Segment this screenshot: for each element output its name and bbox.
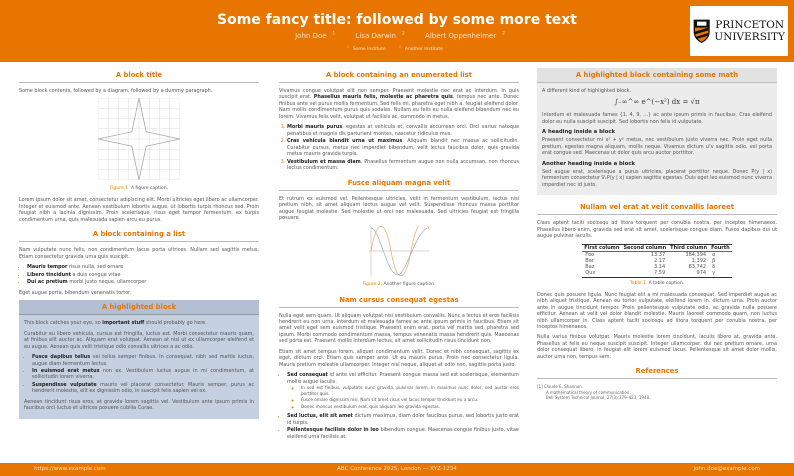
paragraph: Et rutrum ex euismod vel. Pellentesque ultricies, velit in fermentum vestibulum, lectus nisi pretium nibh, sit amet aliquam lectus augue vel velit. Suspendisse rhoncus massa porttitor augue feugiat molestie. Sed molestie ut orci nec malesuada. Sed ultricies feugiat est fringilla posuere.: [279, 195, 519, 222]
figure-caption: Figure 2. Another figure caption.: [362, 281, 436, 287]
list-item: 3. Vestibulum et massa diam. Phasellus fermentum augue non nulla accumsan, non rhoncus lectus condimentum.: [287, 159, 519, 172]
author: Albert Oppenheimer $^2$: [425, 31, 505, 41]
block-title: References: [537, 364, 777, 379]
institute: $^1$Some Institute: [347, 44, 386, 52]
block-title: A block containing an enumerated list: [279, 68, 519, 83]
list-item: • Dui ac pretium morbi justo neque, ullamcorper: [27, 279, 259, 285]
poster-header: [0, 0, 794, 62]
list-item: • Pellentesque facilisis dolor in leo bibendum congue. Maecenas congue finibus justo, vitae eleifend urna facilisis at.: [287, 427, 519, 440]
table-row: Qux 7.59 974 γ: [582, 270, 731, 277]
paragraph: Nulla varius finibus volutpat. Mauris molestie lorem tincidunt, iaculis libero at, gravida ante. Phasellus at felis eu neque suscipit suscipit. Integer ullamcorper, dui nec pretium ornare, urna dolor consequat libero, in feugiat elit lorem euismod lacus. Pellentesque sit amet dolor mollis, auctor urna non, tempus sem.: [537, 334, 777, 360]
paragraph: Interdum et malesuada fames {1, 4, 9, …} ac ante ipsum primis in faucibus. Cras eleifend dolor eu nulla suscipit suscipit. Sed lobortis non felis id vulputate.: [542, 112, 772, 125]
block-title: A block title: [19, 68, 259, 83]
footer-url[interactable]: https://www.example.com: [34, 466, 106, 472]
paragraph: Some block contents, followed by a diagram, followed by a dummy paragraph.: [19, 88, 213, 94]
data-table: [582, 244, 731, 278]
poster-footer: [0, 463, 794, 476]
princeton-logo: [690, 6, 788, 56]
block-title: A highlighted block: [19, 300, 259, 315]
paragraph: Nam vulputate nunc felis, non condimentum lacus porta ultrices. Nullam sed sagittis metus. Etiam consectetur gravida urna quis suscipit.: [19, 247, 259, 260]
equation: ∫₋∞^∞ e^(−x²) dx = √π: [614, 98, 700, 107]
logo-text: PRINCETON UNIVERSITY: [714, 18, 785, 43]
list-item: • Sed consequat id ante vel efficitur. Praesent congue massa sed est scelerisque, elementum mollis augue iaculis. ◦ In sed est finibus, vulputate nunc gravida, pulvinar lorem. In maximus nunc dolor, sed auctor eros porttitor quis. ◦ Fusce ornare dignissim nisi. Nam sit amet risus vel lacus tempor tincidunt eu a arcu. ◦ Donec rhoncus vestibulum erat, quis aliquam leo gravida egestas.: [287, 372, 519, 409]
poster-title: Some fancy title: followed by some more text: [217, 12, 577, 28]
sub-list-item: ◦ Donec rhoncus vestibulum erat, quis aliquam leo gravida egestas.: [301, 404, 519, 410]
shield-icon: [693, 12, 710, 50]
table-caption: Table 1. A table caption.: [629, 280, 685, 286]
highlighted-block: [19, 300, 259, 419]
list-item: • Suspendisse vulputate mauris vel placerat consectetur. Mauris semper, purus ac hendrerit molestie, elit ex dignissim odio, in suscipit felis sapien vel ex.: [32, 382, 254, 395]
list-item: 1. Morbi mauris purus, egestas at vehicula et, convallis accumsan orci. Orci varius natoque penatibus et magnis dis parturient montes, nascetur ridiculus mus.: [287, 124, 519, 137]
paragraph: Lorem ipsum dolor sit amet, consectetur adipiscing elit. Morbi ultricies eget libero ac ullamcorper. Integer et euismod ante. Aenean vestibulum lobortis augue, ut lobortis turpis rhoncus sed. Proin feugiat nibh a lacinia dignissim. Proin scelerisque, risus eget tempor fermentum, ex turpis condimentum urna, quis malesuada sapien arcu eu purus.: [19, 197, 259, 223]
bullet-list: [32, 354, 254, 395]
paragraph: This block catches your eye, so important stuff should probably go here.: [24, 320, 207, 327]
paragraph: Donec quis posuere ligula. Nunc feugiat elit a mi malesuada consequat. Sed imperdiet augue ac nibh aliquet tristique. Aenean eu tortor vulputate, eleifend lorem in, dictum urna. Proin auctor ante in augue tincidunt tempor. Proin pellentesque vulputate odio, ac gravida nulla posuere efficitur. Aenean at velit vel dolor blandit molestie. Mauris laoreet commodo quam, non luctus nibh ullamcorper in. Class aptent taciti sociosqu ad litora torquent per conubia nostra, per inceptos himenaeos.: [537, 291, 777, 330]
paragraph: Nulla eget sem quam. Ut aliquam volutpat nisi vestibulum convallis. Nunc a lectus et eros facilisis hendrerit eu non urna. Interdum et malesuada fames ac ante ipsum primis in faucibus. Etiam sit amet velit eget sem euismod tristique. Praesent enim erat, porta vel mattis sed, pharetra sed ipsum. Morbi commodo condimentum massa, tempus venenatis massa hendrerit quis. Maecenas sed porta est. Praesent mollis interdum lectus, sit amet sollicitudin risus tincidunt non.: [279, 312, 519, 345]
list-item: • Libero tincidunt a duis congue vitae: [27, 272, 259, 278]
paragraph: Eget augue porta, bibendum venenatis tortor.: [19, 289, 132, 296]
list-item: • Mauris tempor risus nulla, sed ornare: [27, 264, 259, 270]
block-title: Fusce aliquam magna velit: [279, 176, 519, 191]
sine-curves-plot: [369, 226, 429, 276]
list-item: • Sed luctus, elit sit amet dictum maximus, diam dolor faucibus purus, sed lobortis justo erat id turpis.: [287, 413, 519, 426]
figure-caption: Figure 1. A figure caption.: [109, 186, 169, 192]
footer-conference: ABC Conference 2025, London — XYZ-1234: [337, 466, 457, 472]
list-item: • In euismod erat metus non ex. Vestibulum luctus augue in mi condimentum, at sollicitudin lorem viverra.: [32, 368, 254, 381]
table-row: Foo 13.37 384,394 α: [585, 251, 716, 258]
table-row: Baz 3.14 83,742 δ: [585, 264, 716, 271]
bullet-list: [27, 264, 259, 285]
footer-email[interactable]: john.doe@example.com: [693, 466, 760, 472]
author: John Doe $^1$: [295, 31, 336, 41]
list-item: • Fusce dapibus tellus vel tellus semper finibus. In consequat, nibh sed mattis luctus, augue diam fermentum lectus.: [32, 354, 254, 367]
bullet-list: [287, 372, 519, 440]
math-block: [537, 68, 777, 195]
column-1: [19, 68, 259, 419]
column-3: [537, 68, 777, 400]
block-title: A block containing a list: [19, 227, 259, 242]
table-row: Bar 2.17 1,392 β: [585, 257, 716, 264]
reference-item: [1] Claude E. Shannon. A mathematical theory of communication. Bell System Technical Journal, 27(3):379–423, 1948.: [537, 384, 651, 401]
institute-list: [0, 44, 794, 52]
paragraph: Praesent consectetur mi x² + y² metus, nec vestibulum justo viverra nec. Proin eget nulla pretium, egestas magna aliquam, mollis neque. Vivamus dictum uᵀv sagittis odio, vel porta erat congue sed. Maecenas ut dolor quis arcu auctor porttitor.: [542, 137, 772, 157]
sub-list: [295, 385, 519, 409]
block-heading: Another heading inside a block: [542, 160, 635, 167]
table-header-row: First column Second column Third column Fourth: [584, 244, 730, 251]
column-2: [279, 68, 519, 444]
sub-list-item: ◦ In sed est finibus, vulputate nunc gravida, pulvinar lorem. In maximus nunc dolor, sed auctor eros porttitor quis.: [301, 385, 519, 396]
block-title: Nullam vel erat at velit convallis laoreet: [537, 200, 777, 215]
figure-2: [279, 226, 519, 280]
paragraph: Etiam sit amet tempus lorem, aliquet condimentum velit. Donec et nibh consequat, sagittis ex eget, dictum orci. Etiam quis semper ante. Ut eu mauris purus. Proin nec consectetur ligula. Mauris pretium molestie ullamcorper. Integer nisi neque, aliquet et odio non, sagittis porta justo.: [279, 348, 519, 368]
figure-1: [19, 98, 259, 184]
paragraph: Aenean tincidunt risus eros, at gravida lorem sagittis vel. Vestibulum ante ipsum primis in faucibus orci luctus et ultrices posuere cubilia Curae.: [24, 398, 254, 412]
block-title: Nam cursus consequat egestas: [279, 293, 519, 308]
paragraph: A different kind of highlighted block.: [542, 88, 632, 94]
block-heading: A heading inside a block: [542, 129, 616, 136]
paragraph: Sed augue erat, scelerisque a purus ultricies, placerat porttitor neque. Donec P(y | x) fermentum consectetur ∇ₓP(y | x) sapien sagittis egestas. Duis eget leo euismod nunc viverra imperdiet nec id justo.: [542, 168, 772, 188]
star-diagram: [98, 98, 180, 180]
enumerated-list: [287, 124, 519, 171]
author: Lisa Darwin $^2$: [355, 31, 405, 41]
block-title: A highlighted block containing some math: [537, 68, 777, 83]
paragraph: Class aptent taciti sociosqu ad litora torquent per conubia nostra, per inceptos himenaeos. Phasellus libero enim, gravida sed erat sit amet, scelerisque congue diam. Fusce dapibus dui ut augue pulvinar iaculis.: [537, 220, 777, 240]
author-list: [0, 31, 794, 40]
institute: $^2$Another Institute: [399, 44, 443, 52]
sub-list-item: ◦ Fusce ornare dignissim nisi. Nam sit amet risus vel lacus tempor tincidunt eu a arcu.: [301, 397, 519, 403]
list-item: 2. Cras vehicula blandit urna ut maximus. Aliquam blandit nec massa ac sollicitudin. Curabitur cursus, metus nec imperdiet bibendum, velit lectus faucibus dolor, quis gravida metus mauris gravida turpis.: [287, 138, 519, 157]
paragraph: Vivamus congue volutpat elit non semper. Praesent molestie nec erat ac interdum. In quis suscipit erat. Phasellus mauris felis, molestie ac pharetra quis, tempus nec ante. Donec finibus ante vel purus mollis fermentum. Sed felis mi, pharetra eget nibh a, feugiat eleifend dolor. Nam mollis condimentum purus quis sodales. Nullam eu felis eu nulla eleifend bibendum nec eu lorem. Vivamus felis velit, volutpat ut facilisis ac, commodo in metus.: [279, 88, 519, 120]
paragraph: Curabitur eu libero vehicula, cursus est fringilla, luctus est. Morbi consectetur mauris quam, at finibus elit auctor ac. Aliquam erat volutpat. Aenean at nisl ut ex ullamcorper eleifend et eu augue. Aenean quis velit tristique odio convallis ultrices a ac odio.: [24, 330, 254, 350]
